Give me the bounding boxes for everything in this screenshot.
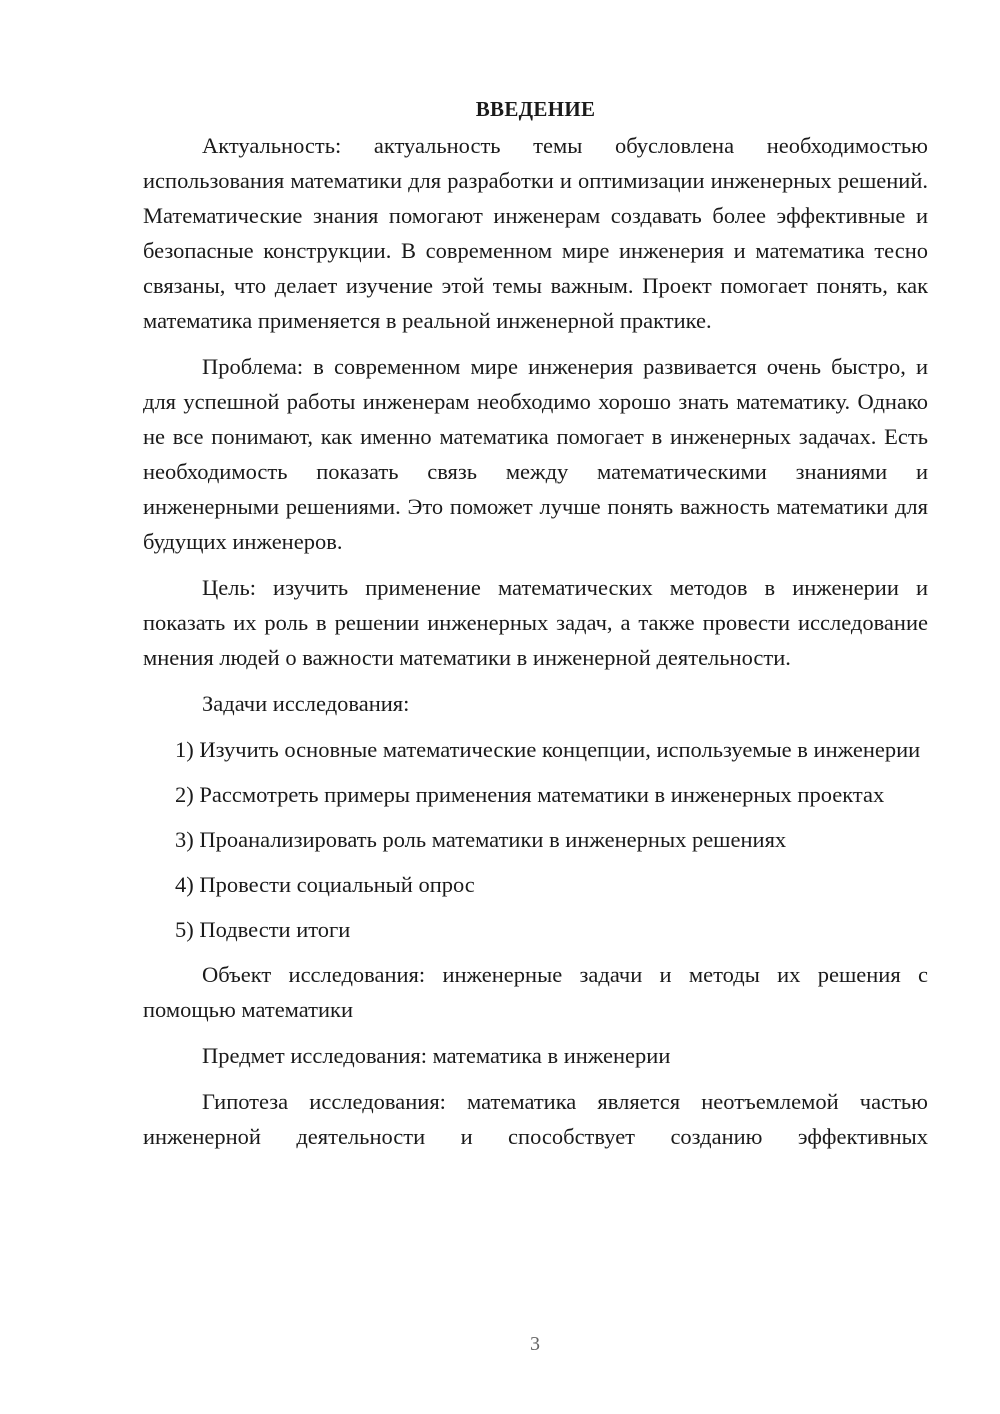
section-heading: ВВЕДЕНИЕ [475, 97, 596, 121]
tasks-title: Задачи исследования: [202, 691, 410, 716]
paragraph-goal: Цель: изучить применение математических методов в инженерии и показать их роль в решении инженерных задач, а также провести исследование мнения людей о важности математики в инженерной деятельности. [143, 575, 928, 670]
paragraph-hypothesis: Гипотеза исследования: математика является неотъемлемой частью инженерной деятельности и способствует созданию эффективных [143, 1089, 928, 1149]
paragraph-object: Объект исследования: инженерные задачи и методы их решения с помощью математики [143, 962, 928, 1022]
page-number: 3 [530, 1333, 540, 1355]
page-content [143, 94, 928, 1165]
paragraph-problem: Проблема: в современном мире инженерия развивается очень быстро, и для успешной работы инженерам необходимо хорошо знать математику. Однако не все понимают, как именно математика помогает в инженерных задачах. Есть необходимость показать связь между математическими знаниями и инженерными решениями. Это поможет лучше понять важность математики для будущих инженеров. [143, 354, 928, 554]
task-item-4: 4) Провести социальный опрос [175, 872, 475, 897]
task-item-1: 1) Изучить основные математические концепции, используемые в инженерии [175, 737, 921, 762]
paragraph-relevance: Актуальность: актуальность темы обусловлена необходимостью использования математики для разработки и оптимизации инженерных решений. Математические знания помогают инженерам создавать более эффективные и безопасные конструкции. В современном мире инженерия и математика тесно связаны, что делает изучение этой темы важным. Проект помогает понять, как математика применяется в реальной инженерной практике. [143, 133, 928, 333]
paragraph-subject: Предмет исследования: математика в инженерии [202, 1043, 671, 1068]
task-item-2: 2) Рассмотреть примеры применения математики в инженерных проектах [175, 782, 885, 807]
task-item-5: 5) Подвести итоги [175, 917, 351, 942]
task-item-3: 3) Проанализировать роль математики в инженерных решениях [175, 827, 787, 852]
